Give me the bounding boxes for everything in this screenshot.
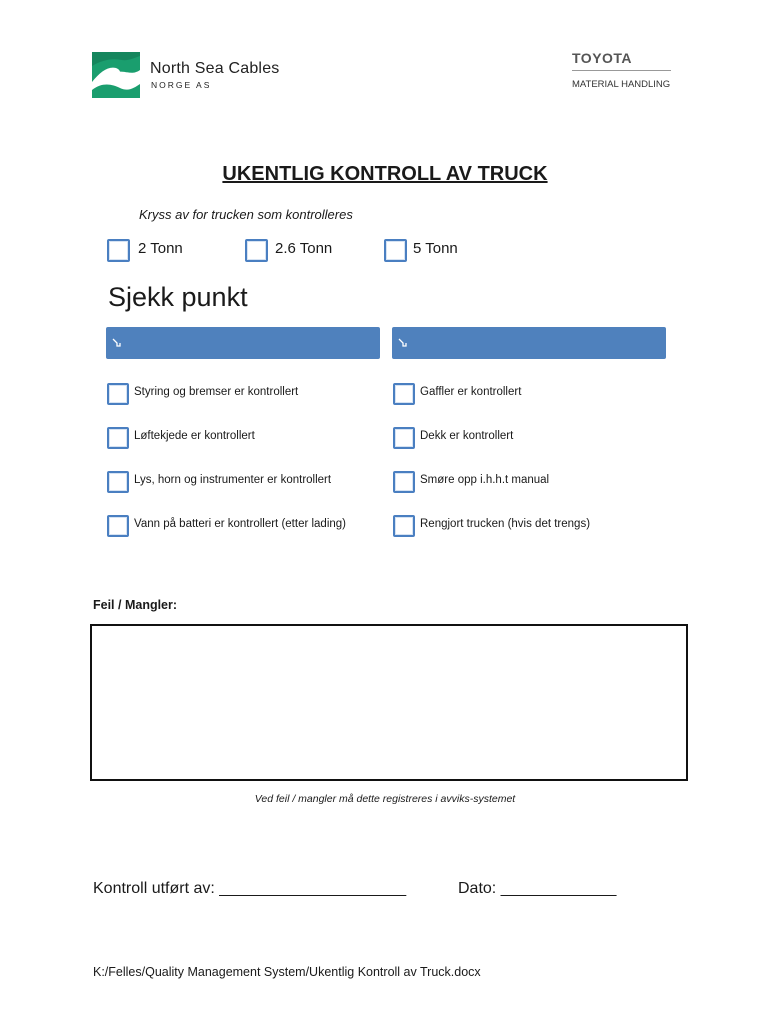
truck-option-label: 2.6 Tonn — [275, 240, 333, 257]
checkpoint-label: Vann på batteri er kontrollert (etter lading) — [134, 518, 347, 530]
checkpoint-label: Gaffler er kontrollert — [420, 386, 522, 398]
checkpoint-label: Løftekjede er kontrollert — [134, 430, 255, 442]
north-sea-cables-logo — [92, 52, 140, 98]
checkpoint-label: Styring og bremser er kontrollert — [134, 386, 299, 398]
company-subtitle: NORGE AS — [151, 80, 212, 90]
checkpoint-checkbox[interactable] — [107, 427, 129, 449]
toyota-logo — [572, 50, 671, 90]
instruction-text: Kryss av for trucken som kontrolleres — [139, 207, 353, 222]
wrench-icon — [112, 338, 122, 351]
section-title: Sjekk punkt — [108, 282, 248, 312]
defects-note: Ved feil / mangler må dette registreres i avviks-systemet — [254, 793, 516, 805]
truck-option-label: 5 Tonn — [413, 240, 458, 257]
checkpoint-label: Smøre opp i.h.h.t manual — [420, 474, 550, 486]
partner-subtitle: MATERIAL HANDLING — [572, 79, 671, 90]
truck-option-2-6-tonn-checkbox[interactable] — [245, 239, 268, 262]
checkpoint-checkbox[interactable] — [393, 427, 415, 449]
truck-option-5-tonn-checkbox[interactable] — [384, 239, 407, 262]
truck-option-label: 2 Tonn — [138, 240, 183, 257]
checkpoint-label: Lys, horn og instrumenter er kontrollert — [134, 474, 332, 486]
checkpoint-checkbox[interactable] — [107, 471, 129, 493]
performed-by-field[interactable]: Kontroll utført av: _____________________ — [93, 880, 407, 897]
checkpoints-header-left — [106, 327, 380, 359]
checkpoint-checkbox[interactable] — [107, 515, 129, 537]
defects-text-area[interactable] — [90, 624, 688, 781]
partner-name: TOYOTA — [572, 50, 633, 66]
checkpoint-checkbox[interactable] — [107, 383, 129, 405]
wrench-icon — [398, 338, 408, 351]
defects-label: Feil / Mangler: — [93, 598, 178, 612]
checkpoint-checkbox[interactable] — [393, 515, 415, 537]
company-name: North Sea Cables — [150, 60, 280, 77]
partner-divider — [572, 70, 671, 71]
truck-option-2-tonn-checkbox[interactable] — [107, 239, 130, 262]
checkpoints-header-right — [392, 327, 666, 359]
checkpoint-checkbox[interactable] — [393, 471, 415, 493]
page-title: UKENTLIG KONTROLL AV TRUCK — [222, 163, 548, 185]
checkpoint-label: Dekk er kontrollert — [420, 430, 514, 442]
checkpoint-label: Rengjort trucken (hvis det trengs) — [420, 518, 591, 530]
date-field[interactable]: Dato: _____________ — [458, 880, 617, 897]
checkpoint-checkbox[interactable] — [393, 383, 415, 405]
footer-file-path: K:/Felles/Quality Management System/Ukentlig Kontroll av Truck.docx — [93, 965, 481, 979]
